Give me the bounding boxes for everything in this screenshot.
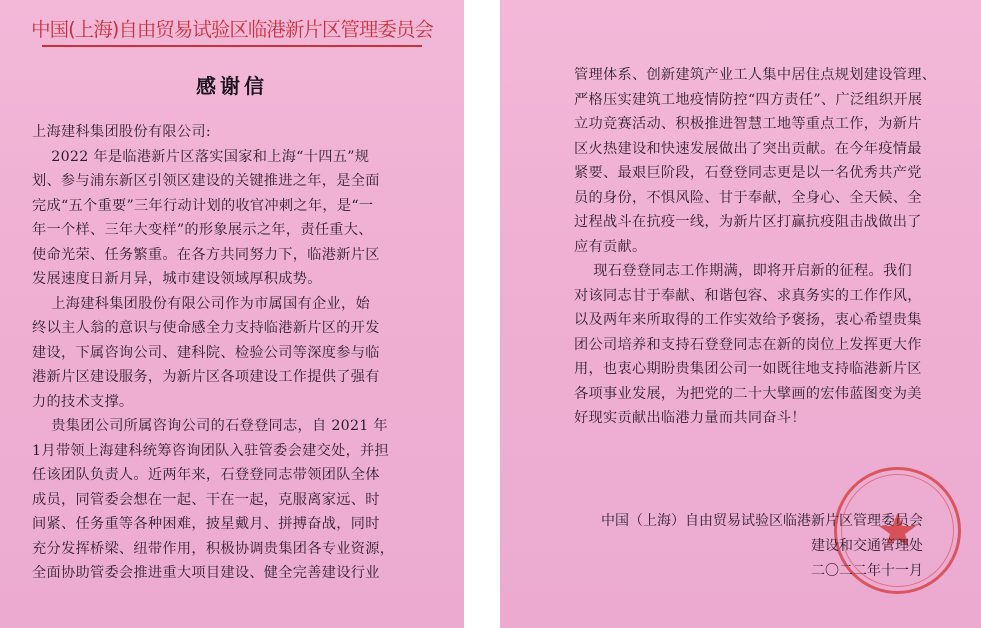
page-gutter: [464, 0, 500, 628]
letter-page-right: [500, 0, 981, 628]
letterhead: 中国(上海)自由贸易试验区临港新片区管理委员会: [31, 18, 433, 41]
signature-block: 中国（上海）自由贸易试验区临港新片区管理委员会 建设和交通管理处 二〇二二年十一月: [601, 513, 923, 579]
letter-title: 感谢信: [196, 74, 268, 98]
letterhead-rule: [42, 45, 422, 47]
letter-body-part-2: 管理体系、创新建筑产业工人集中居住点规划建设管理、 严格压实建筑工地疫情防控“四方责任”、广泛组织开展 立功竞赛活动、积极推进智慧工地等重点工作，为新片 区火热建设和快速发展做出了突出贡献。在今年疫情最 紧要、最艰巨阶段，石登登同志更是以一名优秀共产党 员的身份，不惧风险、甘于奉献，全身心、全天候、全 过程战斗在抗疫一线，为新片区打赢抗疫阻击战做出了 应有贡献。 现石登登同志工作期满，即将开启新的征程。我们 对该同志甘于奉献、和谐包容、求真务实的工作作风， 以及两年来所取得的工作实效给予褒扬，衷心希望贵集 团公司培养和支持石登登同志在新的岗位上发挥更大作 用，也衷心期盼贵集团公司一如既往地支持临港新片区 各项事业发展，为把党的二十大擘画的宏伟蓝图变为美 好现实贡献出临港力量而共同奋斗！: [574, 67, 937, 426]
letter-page-left: [0, 0, 464, 628]
letter-body-part-1: 上海建科集团股份有限公司: 2022 年是临港新片区落实国家和上海“十四五”规 划、参与浦东新区引领区建设的关键推进之年，是全面 完成“五个重要”三年行动计划的收官冲刺之年，是“一 年一个样、三年大变样”的形象展示之年，责任重大、 使命光荣、任务繁重。在各方共同努力下，临港新片区 发展速度日新月异，城市建设领域厚积成势。 上海建科集团股份有限公司作为市属国有企业，始 终以主人翁的意识与使命感全力支持临港新片区的开发 建设，下属咨询公司、建科院、检验公司等深度参与临 港新片区建设服务，为新片区各项建设工作提供了强有 力的技术支撑。 贵集团公司所属咨询公司的石登登同志，自 2021 年 1月带领上海建科统筹咨询团队入驻管委会建交处，并担 任该团队负责人。近两年来，石登登同志带领团队全体 成员，同管委会想在一起、干在一起，克服离家远、时 间紧、任务重等各种困难，披星戴月、拼搏奋战，同时 充分发挥桥梁、纽带作用，积极协调贵集团各专业资源， 全面协助管委会推进重大项目建设、健全完善建设行业: [32, 124, 395, 581]
